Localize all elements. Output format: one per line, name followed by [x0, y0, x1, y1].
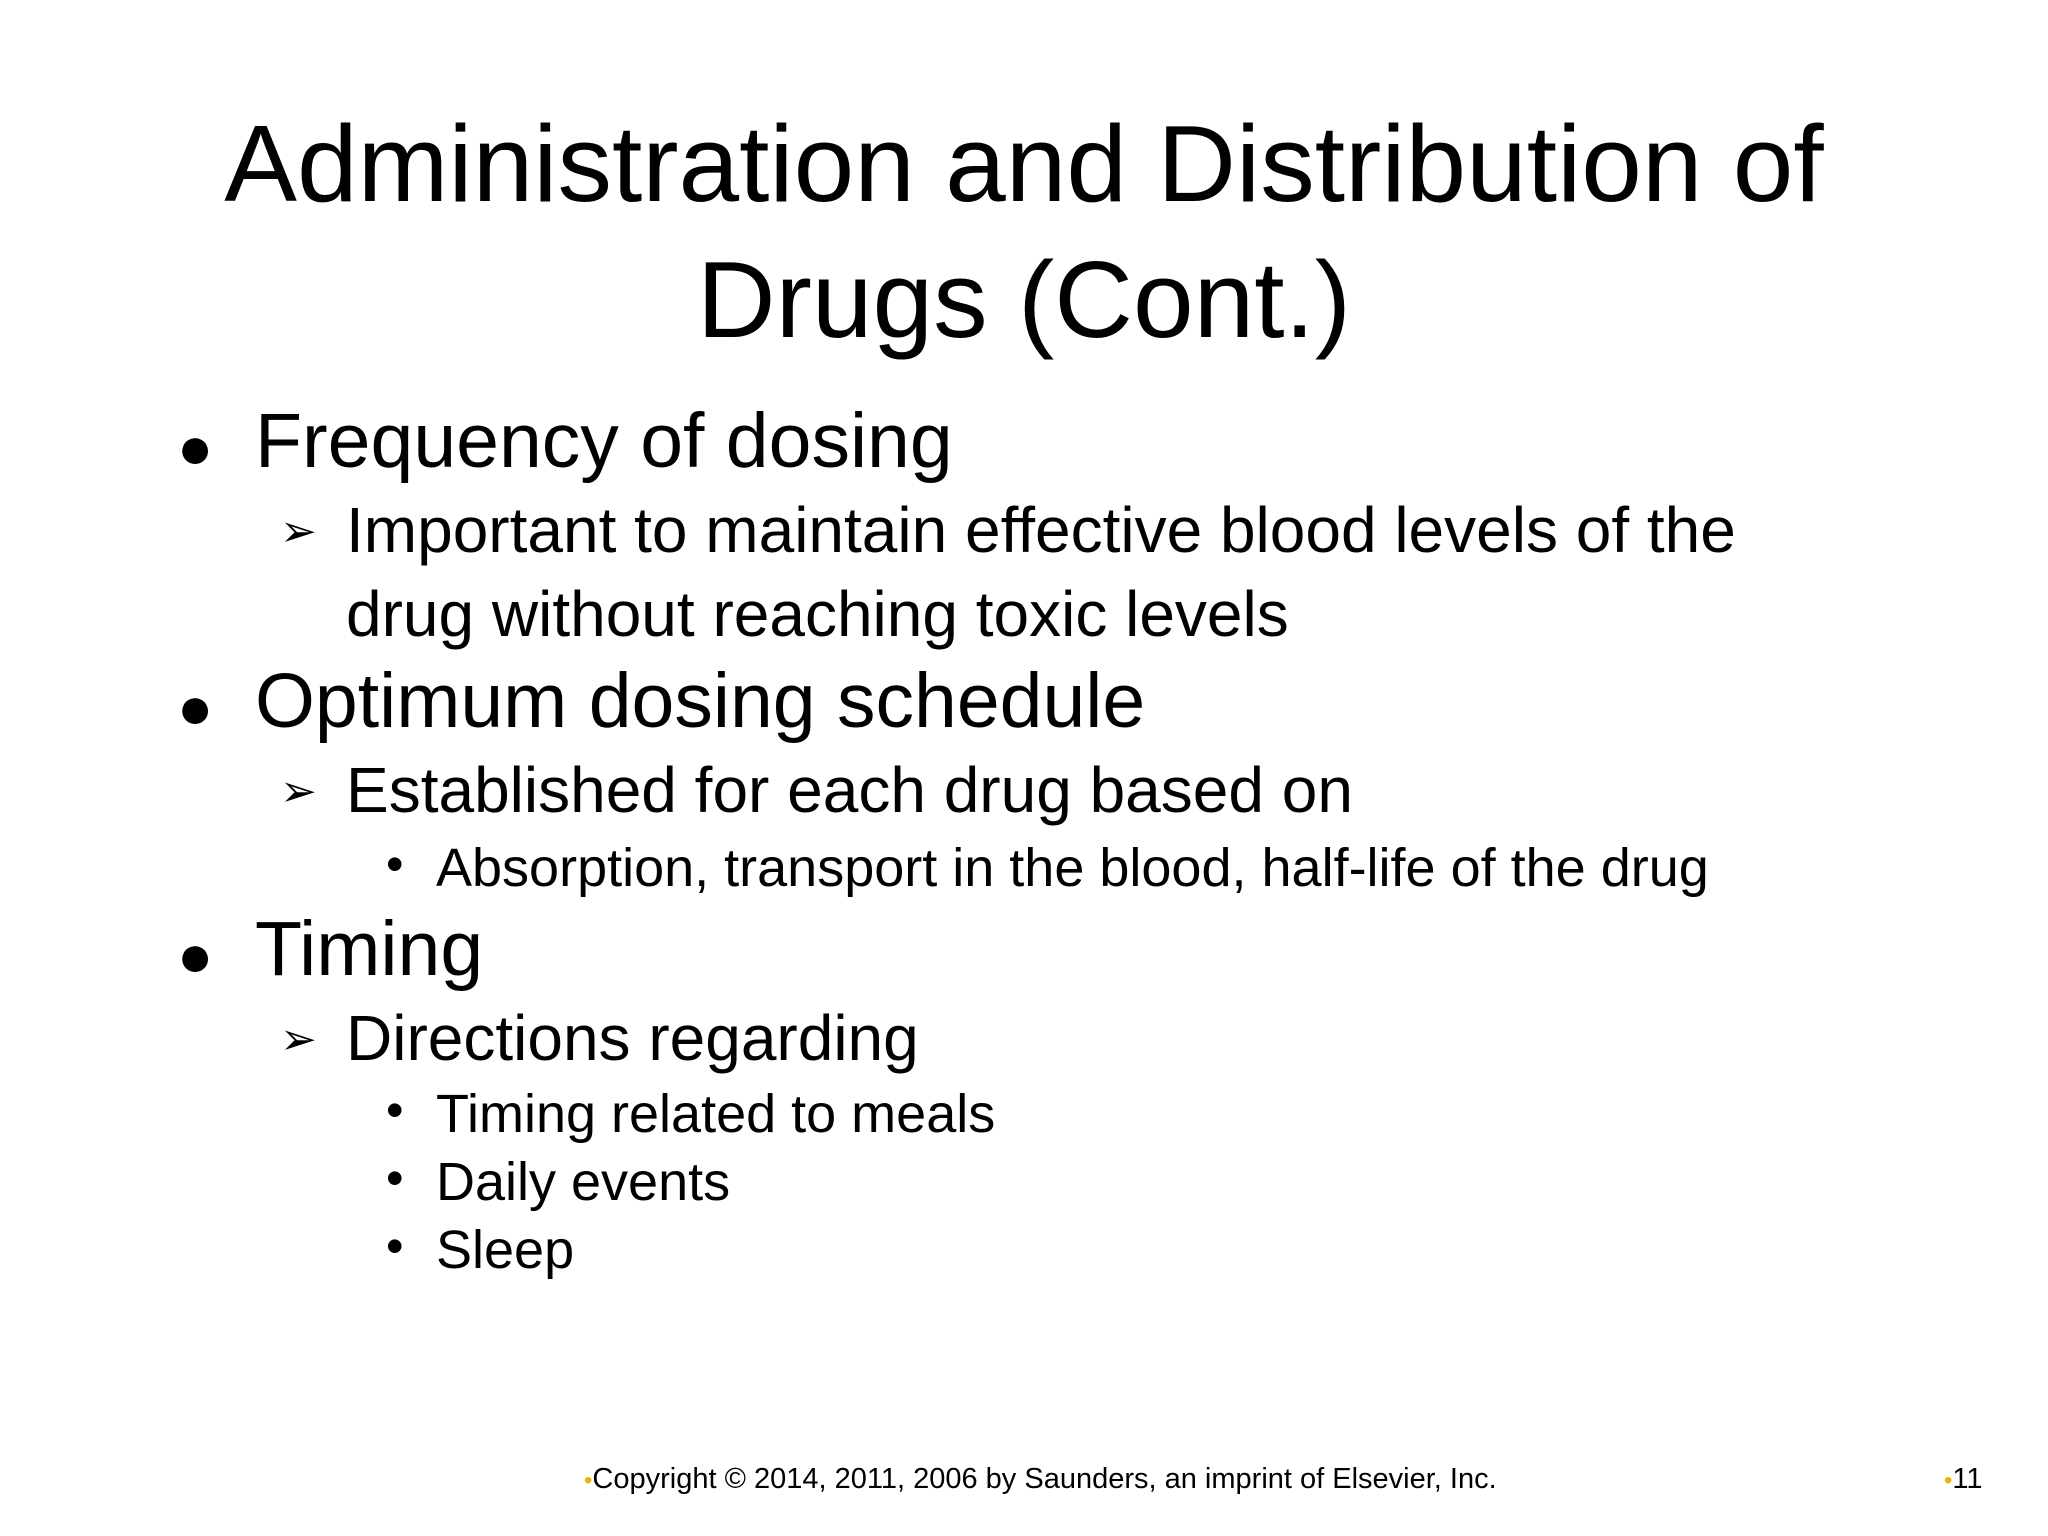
- bullet-disc-icon: ●: [177, 922, 214, 989]
- arrow-bullet-icon: ➢: [280, 507, 317, 556]
- sub-sub-bullet-text: Daily events: [436, 1152, 731, 1212]
- bullet-timing: [177, 904, 484, 994]
- sub-sub-bullet-text: Timing related to meals: [436, 1084, 996, 1144]
- bullet-disc-icon: ●: [177, 674, 214, 741]
- sub-bullet-text: Directions regarding: [346, 1002, 919, 1074]
- footer-dot-icon: •: [1944, 1467, 1953, 1494]
- sub-sub-bullet-sleep: [386, 1216, 575, 1284]
- footer-page-number: [1944, 1461, 1983, 1499]
- arrow-bullet-icon: ➢: [280, 1015, 317, 1064]
- page-number: 11: [1952, 1463, 1983, 1495]
- slide-title-line-2: Drugs (Cont.): [696, 239, 1352, 361]
- slide-title-line-1: Administration and Distribution of: [224, 103, 1824, 225]
- sub-bullet-text-line-1: Important to maintain effective blood levels of the: [346, 494, 1736, 566]
- arrow-bullet-icon: ➢: [280, 767, 317, 816]
- bullet-text: Timing: [255, 906, 484, 992]
- sub-sub-bullet-text: Sleep: [436, 1220, 575, 1280]
- sub-sub-bullet-text: Absorption, transport in the blood, half-life of the drug: [436, 838, 1709, 898]
- sub-sub-bullet-absorption: [386, 834, 1709, 902]
- sub-bullet-text-line-2: drug without reaching toxic levels: [346, 578, 1289, 650]
- sub-bullet-established-for-each-drug: [280, 748, 1353, 832]
- dot-bullet-icon: •: [386, 1218, 404, 1274]
- copyright-text: Copyright © 2014, 2011, 2006 by Saunders, an imprint of Elsevier, Inc.: [592, 1463, 1497, 1495]
- footer-copyright: [584, 1461, 1497, 1499]
- sub-sub-bullet-daily-events: [386, 1148, 731, 1216]
- dot-bullet-icon: •: [386, 1082, 404, 1138]
- dot-bullet-icon: •: [386, 1150, 404, 1206]
- bullet-text: Frequency of dosing: [255, 398, 953, 484]
- dot-bullet-icon: •: [386, 836, 404, 892]
- footer-dot-icon: •: [584, 1467, 593, 1494]
- bullet-optimum-dosing-schedule: [177, 656, 1146, 746]
- sub-bullet-maintain-blood-levels: [280, 488, 1736, 572]
- bullet-disc-icon: ●: [177, 414, 214, 481]
- sub-bullet-text: Established for each drug based on: [346, 754, 1353, 826]
- sub-sub-bullet-timing-meals: [386, 1080, 996, 1148]
- sub-bullet-maintain-blood-levels-continued: [346, 572, 1289, 656]
- bullet-frequency-of-dosing: [177, 396, 953, 486]
- sub-bullet-directions-regarding: [280, 996, 919, 1080]
- bullet-text: Optimum dosing schedule: [255, 658, 1146, 744]
